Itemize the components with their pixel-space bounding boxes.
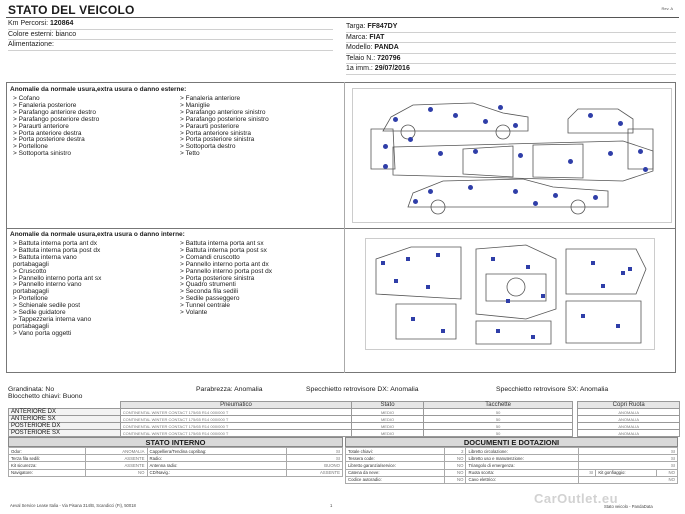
exterior-car-diagram xyxy=(352,88,672,223)
damage-item: > Cruscotto xyxy=(13,267,47,275)
grid-row xyxy=(9,469,343,476)
tyres-header-row xyxy=(9,402,680,409)
damage-marker xyxy=(568,159,573,164)
registration-value: 29/07/2016 xyxy=(374,65,410,72)
vehicle-info-left xyxy=(8,19,333,51)
damage-marker xyxy=(513,123,518,128)
damage-marker xyxy=(621,271,625,275)
interior-car-diagram xyxy=(365,238,655,350)
damage-marker xyxy=(498,105,503,110)
damage-vertical-divider xyxy=(344,82,345,373)
grid-cell-bv: SI xyxy=(579,448,678,455)
damage-item: > Sedile passeggero xyxy=(180,295,240,303)
grid-cell-bv: SI xyxy=(579,455,678,462)
interior-car-outline xyxy=(366,239,656,351)
damage-item: > Porta posteriore destra xyxy=(13,136,85,144)
damage-marker xyxy=(526,265,530,269)
interior-status-title: STATO INTERNO xyxy=(8,437,343,447)
damage-item: > Pannello interno porta ant sx xyxy=(13,274,102,282)
plate-label: Targa: xyxy=(346,23,366,30)
tyre-tread: 50 xyxy=(423,423,572,430)
damage-marker xyxy=(413,199,418,204)
page-title: STATO DEL VEICOLO xyxy=(8,3,135,17)
damage-marker xyxy=(406,257,410,261)
damage-item: > Porta posteriore sinistra xyxy=(180,274,255,282)
damage-marker xyxy=(428,107,433,112)
grid-cell-b: Libretto uso e manutenzione: xyxy=(466,455,579,462)
tyres-header-tread: Tacchette xyxy=(423,402,572,409)
damage-marker xyxy=(436,253,440,257)
damage-item: > Sottoporta sinistro xyxy=(13,150,71,158)
brand-value: FIAT xyxy=(369,33,385,41)
grid-cell-b: Triangolo di emergenza: xyxy=(466,462,579,469)
tyre-row xyxy=(9,430,680,437)
tyre-state: MEDIO xyxy=(352,416,424,423)
grid-cell-av: ASSENTE xyxy=(86,462,147,469)
damage-marker xyxy=(483,119,488,124)
exterior-list-col1 xyxy=(13,96,99,158)
color-row xyxy=(8,30,333,41)
grid-row xyxy=(9,455,343,462)
grid-cell-a: Codice autoradio: xyxy=(346,476,445,483)
footer-company: Aeval Service Lease Italia - Via Pisana 314/B, Scandicci (FI), 50018 xyxy=(10,503,136,508)
registration-row xyxy=(346,64,676,75)
damage-item: > Tunnel centrale xyxy=(180,302,231,310)
grid-cell-a: Catena da neve: xyxy=(346,469,445,476)
windscreen-status: Parabrezza: Anomalia xyxy=(196,386,263,393)
grid-cell-av: 2 xyxy=(445,448,466,455)
damage-marker xyxy=(616,324,620,328)
damage-marker xyxy=(393,117,398,122)
grid-cell-b: Cappelliera/Tendina copribag: xyxy=(147,448,286,455)
damage-item: > Vano porta oggetti xyxy=(13,329,72,337)
damage-marker xyxy=(588,113,593,118)
tyre-state: MEDIO xyxy=(352,423,424,430)
damage-item: > Battuta interna porta ant dx xyxy=(13,240,98,247)
tyre-model: CONTINENTAL WINTER CONTACT 175/65 R14 000/000 T xyxy=(120,430,351,437)
fuel-row xyxy=(8,40,333,51)
model-value: PANDA xyxy=(374,44,399,51)
damage-item: > Sedile guidatore xyxy=(13,309,66,317)
damage-marker xyxy=(638,149,643,154)
grid-cell-a: Libretto garanzia/service: xyxy=(346,462,445,469)
chassis-row xyxy=(346,54,676,65)
damage-marker xyxy=(496,329,500,333)
tyre-tread: 50 xyxy=(423,416,572,423)
damage-item: > Fanaleria posteriore xyxy=(13,101,77,109)
damage-marker xyxy=(513,189,518,194)
damage-item: portabagagli xyxy=(13,322,49,330)
brand-row xyxy=(346,33,676,44)
damage-item: > Battuta interna porta ant sx xyxy=(180,240,264,247)
grid-cell-a: Totale chiavi: xyxy=(346,448,445,455)
grid-row xyxy=(9,448,343,455)
footer-right: Stato veicolo - PandaData xyxy=(604,504,653,509)
tyre-cover: ANOMALIA xyxy=(578,416,680,423)
damage-marker xyxy=(441,329,445,333)
tyres-header-model: Pneumatico xyxy=(120,402,351,409)
grid-cell-b: Ruota scorta: xyxy=(466,469,579,476)
grid-cell-av: NO xyxy=(86,469,147,476)
watermark-logo: CarOutlet.eu xyxy=(534,491,619,506)
grid-cell-av: NO xyxy=(445,476,466,483)
grid-row xyxy=(346,469,678,476)
grid-row xyxy=(9,462,343,469)
tyres-header-blank xyxy=(9,402,121,409)
chassis-value: 720796 xyxy=(377,54,401,62)
plate-row xyxy=(346,22,676,33)
header-divider xyxy=(6,17,679,18)
damage-item: > Porta anteriore sinistra xyxy=(180,129,251,137)
tyre-pos: POSTERIORE SX xyxy=(9,430,121,437)
grid-cell-bv: SI xyxy=(286,448,342,455)
grid-cell-bv: SI xyxy=(286,455,342,462)
damage-item: > Pannello interno porta ant dx xyxy=(180,260,269,268)
tyre-cover: ANOMALIA xyxy=(578,430,680,437)
damage-marker xyxy=(593,195,598,200)
damage-marker xyxy=(581,314,585,318)
damage-marker xyxy=(531,335,535,339)
grid-row xyxy=(346,455,678,462)
damage-marker xyxy=(541,294,545,298)
damage-item: > Fanaleria anteriore xyxy=(180,95,241,102)
grid-cell-b: Libretto circolazione: xyxy=(466,448,579,455)
damage-marker xyxy=(426,285,430,289)
vehicle-info-right xyxy=(346,22,676,75)
damage-item: portabagagli xyxy=(13,288,49,296)
grid-cell-a: Terza fila sedili: xyxy=(9,455,86,462)
damage-item: > Volante xyxy=(180,309,208,317)
damage-item: > Portellone xyxy=(13,143,48,151)
tyres-header-state: Stato xyxy=(352,402,424,409)
damage-marker xyxy=(506,299,510,303)
damage-item: > Parafango posteriore sinistro xyxy=(180,115,269,123)
tyre-row xyxy=(9,423,680,430)
tyre-tread: 50 xyxy=(423,430,572,437)
grid-cell-b: CD/Navig.: xyxy=(147,469,286,476)
damage-item: > Tetto xyxy=(180,150,200,158)
exterior-list-col2 xyxy=(180,96,269,158)
damage-item: > Battuta interna porta post sx xyxy=(180,246,267,254)
registration-label: 1a imm.: xyxy=(346,65,373,72)
damage-item: > Schienale sedile post xyxy=(13,302,81,310)
tyre-pos: ANTERIORE SX xyxy=(9,416,121,423)
grid-cell-bv: BUONO xyxy=(286,462,342,469)
documents-table xyxy=(345,447,678,484)
tyre-model: CONTINENTAL WINTER CONTACT 175/65 R14 000/000 T xyxy=(120,416,351,423)
damage-item: > Parafango anteriore sinistro xyxy=(180,108,266,116)
damage-marker xyxy=(601,284,605,288)
km-row xyxy=(8,19,333,30)
damage-marker xyxy=(411,317,415,321)
grid-cell-av: NO xyxy=(445,462,466,469)
grid-cell-b: Antenna radio: xyxy=(147,462,286,469)
damage-item: > Sottoporta destro xyxy=(180,143,236,151)
damage-marker xyxy=(428,189,433,194)
fuel-label: Alimentazione: xyxy=(8,41,54,48)
damage-item: > Parafango anteriore destro xyxy=(13,108,96,116)
grid-row xyxy=(346,448,678,455)
damage-item: > Comandi cruscotto xyxy=(180,253,240,261)
model-row xyxy=(346,43,676,54)
damage-marker xyxy=(394,279,398,283)
color-label: Colore esterni: xyxy=(8,30,54,38)
brand-label: Marca: xyxy=(346,33,368,41)
damage-item: > Pannello interno porta post dx xyxy=(180,267,272,275)
damage-marker xyxy=(381,261,385,265)
km-value: 120864 xyxy=(50,20,74,27)
key-block-status: Blocchetto chiavi: Buono xyxy=(8,393,83,400)
damage-marker xyxy=(491,257,495,261)
grid-cell-av: NO xyxy=(445,455,466,462)
grid-cell-a: Navigatore: xyxy=(9,469,86,476)
tyre-model: CONTINENTAL WINTER CONTACT 175/65 R14 000/000 T xyxy=(120,409,351,416)
grid-cell-a: Odor: xyxy=(9,448,86,455)
tyres-header-cover: Copri Ruota xyxy=(578,402,680,409)
grid-cell-a: Kit sicurezza: xyxy=(9,462,86,469)
grid-cell-av: NO xyxy=(445,469,466,476)
grid-cell-bv: NO xyxy=(579,476,678,483)
documents-title: DOCUMENTI E DOTAZIONI xyxy=(345,437,678,447)
damage-item: > Parafango posteriore destro xyxy=(13,115,100,123)
exterior-car-outline xyxy=(353,89,673,224)
damage-item: portabagagli xyxy=(13,260,49,268)
tyres-table xyxy=(8,401,680,437)
damage-item: > Porta anteriore destra xyxy=(13,129,82,137)
damage-item: > Paraurti anteriore xyxy=(13,122,69,130)
damage-marker xyxy=(438,151,443,156)
interior-list-col2 xyxy=(180,241,272,317)
interior-title: Anomalie da normale usura,extra usura o danno interne: xyxy=(10,231,185,238)
damage-item: > Paraurti posteriore xyxy=(180,122,240,130)
damage-item: > Battuta interna vano xyxy=(13,253,77,261)
footer-page: 1 xyxy=(330,503,333,508)
damage-item: > Tappezzeria interna vano xyxy=(13,315,92,323)
tyre-row xyxy=(9,409,680,416)
damage-marker xyxy=(408,137,413,142)
damage-marker xyxy=(468,185,473,190)
tyre-state: MEDIO xyxy=(352,409,424,416)
damage-item: > Portellone xyxy=(13,295,48,303)
revision-label: Rev. A xyxy=(661,6,673,11)
damage-marker xyxy=(383,164,388,169)
tyre-pos: POSTERIORE DX xyxy=(9,423,121,430)
grid-cell-bv: SI xyxy=(579,462,678,469)
damage-marker xyxy=(383,144,388,149)
tyre-pos: ANTERIORE DX xyxy=(9,409,121,416)
grid-cell-av: ANOMALIA xyxy=(86,448,147,455)
damage-marker xyxy=(553,193,558,198)
damage-marker xyxy=(591,261,595,265)
color-value: bianco xyxy=(55,30,77,38)
damage-item: > Battuta interna porta post dx xyxy=(13,246,101,254)
grid-cell-cv: NO xyxy=(656,469,677,476)
grid-cell-c: Kit gonfiaggio: xyxy=(596,469,656,476)
tyre-row xyxy=(9,416,680,423)
grid-cell-av: ASSENTE xyxy=(86,455,147,462)
damage-marker xyxy=(473,149,478,154)
damage-item: > Porta posteriore sinistra xyxy=(180,136,255,144)
damage-marker xyxy=(628,267,632,271)
mirror-dx-status: Specchietto retrovisore DX: Anomalia xyxy=(306,386,419,393)
tyre-cover: ANOMALIA xyxy=(578,409,680,416)
mirror-sx-status: Specchietto retrovisore SX: Anomalia xyxy=(496,386,609,393)
damage-marker xyxy=(533,201,538,206)
interior-status-table xyxy=(8,447,343,477)
grid-cell-b: Cavo elettrico: xyxy=(466,476,579,483)
damage-marker xyxy=(518,153,523,158)
tyre-state: MEDIO xyxy=(352,430,424,437)
damage-item: > Quadro strumenti xyxy=(180,281,236,289)
damage-marker xyxy=(643,167,648,172)
damage-item: > Maniglie xyxy=(180,101,210,109)
tyre-tread: 50 xyxy=(423,409,572,416)
damage-marker xyxy=(453,113,458,118)
exterior-title: Anomalie da normale usura,extra usura o danno esterne: xyxy=(10,86,187,93)
tyre-cover: ANOMALIA xyxy=(578,423,680,430)
damage-marker xyxy=(608,151,613,156)
plate-value: FF847DY xyxy=(367,23,398,30)
tyre-model: CONTINENTAL WINTER CONTACT 175/65 R14 000/000 T xyxy=(120,423,351,430)
grid-cell-b: Radio: xyxy=(147,455,286,462)
damage-item: > Seconda fila sedili xyxy=(180,288,238,296)
damage-marker xyxy=(618,121,623,126)
grid-cell-a: Tessera code: xyxy=(346,455,445,462)
grid-cell-bv: SI xyxy=(579,469,596,476)
interior-list-col1 xyxy=(13,241,101,338)
grid-row xyxy=(346,462,678,469)
damage-item: > Cofano xyxy=(13,95,40,102)
km-label: Km Percorsi: xyxy=(8,20,49,27)
chassis-label: Telaio N.: xyxy=(346,54,376,62)
damage-item: > Pannello interno vano xyxy=(13,281,82,289)
hail-status: Grandinata: No xyxy=(8,386,55,393)
grid-row xyxy=(346,476,678,483)
grid-cell-bv: ASSENTE xyxy=(286,469,342,476)
model-label: Modello: xyxy=(346,44,373,51)
